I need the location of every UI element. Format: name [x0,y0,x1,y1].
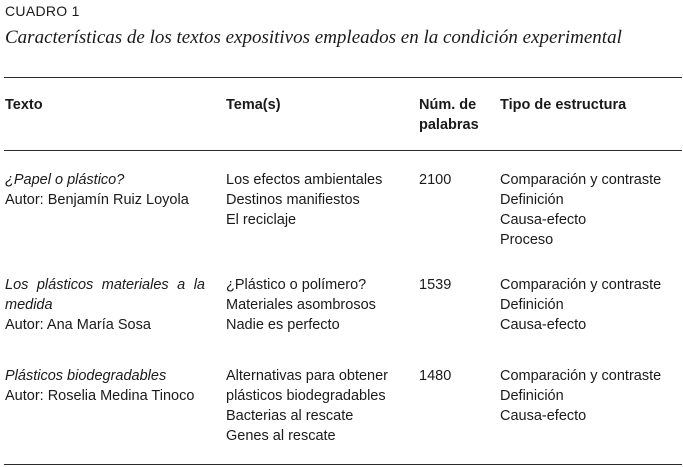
row-2-temas [226,275,376,335]
row-3-words: 1480 [419,368,452,384]
row-1-estructura [500,170,661,250]
row-2-words: 1539 [419,277,452,293]
row-3-estructura [500,366,661,426]
row-1-topic: El reciclaje [226,212,297,228]
row-1-structure: Definición [500,192,564,208]
row-3-title: Plásticos biodegradables [5,368,167,384]
row-1-structure: Comparación y contraste [500,172,662,188]
row-3-structure: Definición [500,388,564,404]
row-3-author: Autor: Roselia Medina Tinoco [5,388,195,404]
row-2-topic: ¿Plástico o polímero? [226,277,367,293]
row-1-temas [226,170,382,230]
row-2-author: Autor: Ana María Sosa [5,317,151,333]
header-tipo-estructura: Tipo de estructura [500,97,627,113]
row-2-structure: Comparación y contraste [500,277,662,293]
row-1-structure: Proceso [500,232,554,248]
row-3-temas [226,366,388,446]
row-2-title-line1: Los plásticos materiales a la [5,277,205,293]
row-1-topic: Destinos manifiestos [226,192,360,208]
row-1-title: ¿Papel o plástico? [5,172,125,188]
header-texto: Texto [5,97,43,113]
row-2-topic: Nadie es perfecto [226,317,340,333]
row-3-structure: Comparación y contraste [500,368,662,384]
row-1-texto [5,170,189,210]
row-1-structure: Causa-efecto [500,212,587,228]
row-1-author: Autor: Benjamín Ruiz Loyola [5,192,189,208]
table-caption: Características de los textos expositivos empleados en la condición experimental [5,27,622,48]
row-3-texto [5,366,194,406]
row-3-topic: Genes al rescate [226,428,336,444]
header-num-palabras [419,95,479,135]
header-num-line2: palabras [419,117,479,133]
bottom-rule [4,464,682,465]
row-1-words: 2100 [419,172,452,188]
row-2-estructura [500,275,661,335]
row-2-topic: Materiales asombrosos [226,297,376,313]
row-3-structure: Causa-efecto [500,408,587,424]
row-2-structure: Definición [500,297,564,313]
row-2-texto [5,275,205,335]
row-2-structure: Causa-efecto [500,317,587,333]
row-3-topic: plásticos biodegradables [226,388,386,404]
row-3-topic: Bacterias al rescate [226,408,354,424]
header-num-line1: Núm. de [419,97,477,113]
top-rule [4,77,682,78]
row-2-title-line2: medida [5,297,53,313]
header-temas: Tema(s) [226,97,281,113]
row-3-topic: Alternativas para obtener [226,368,389,384]
header-rule [4,150,682,151]
row-1-topic: Los efectos ambientales [226,172,383,188]
table-label: CUADRO 1 [5,3,80,19]
